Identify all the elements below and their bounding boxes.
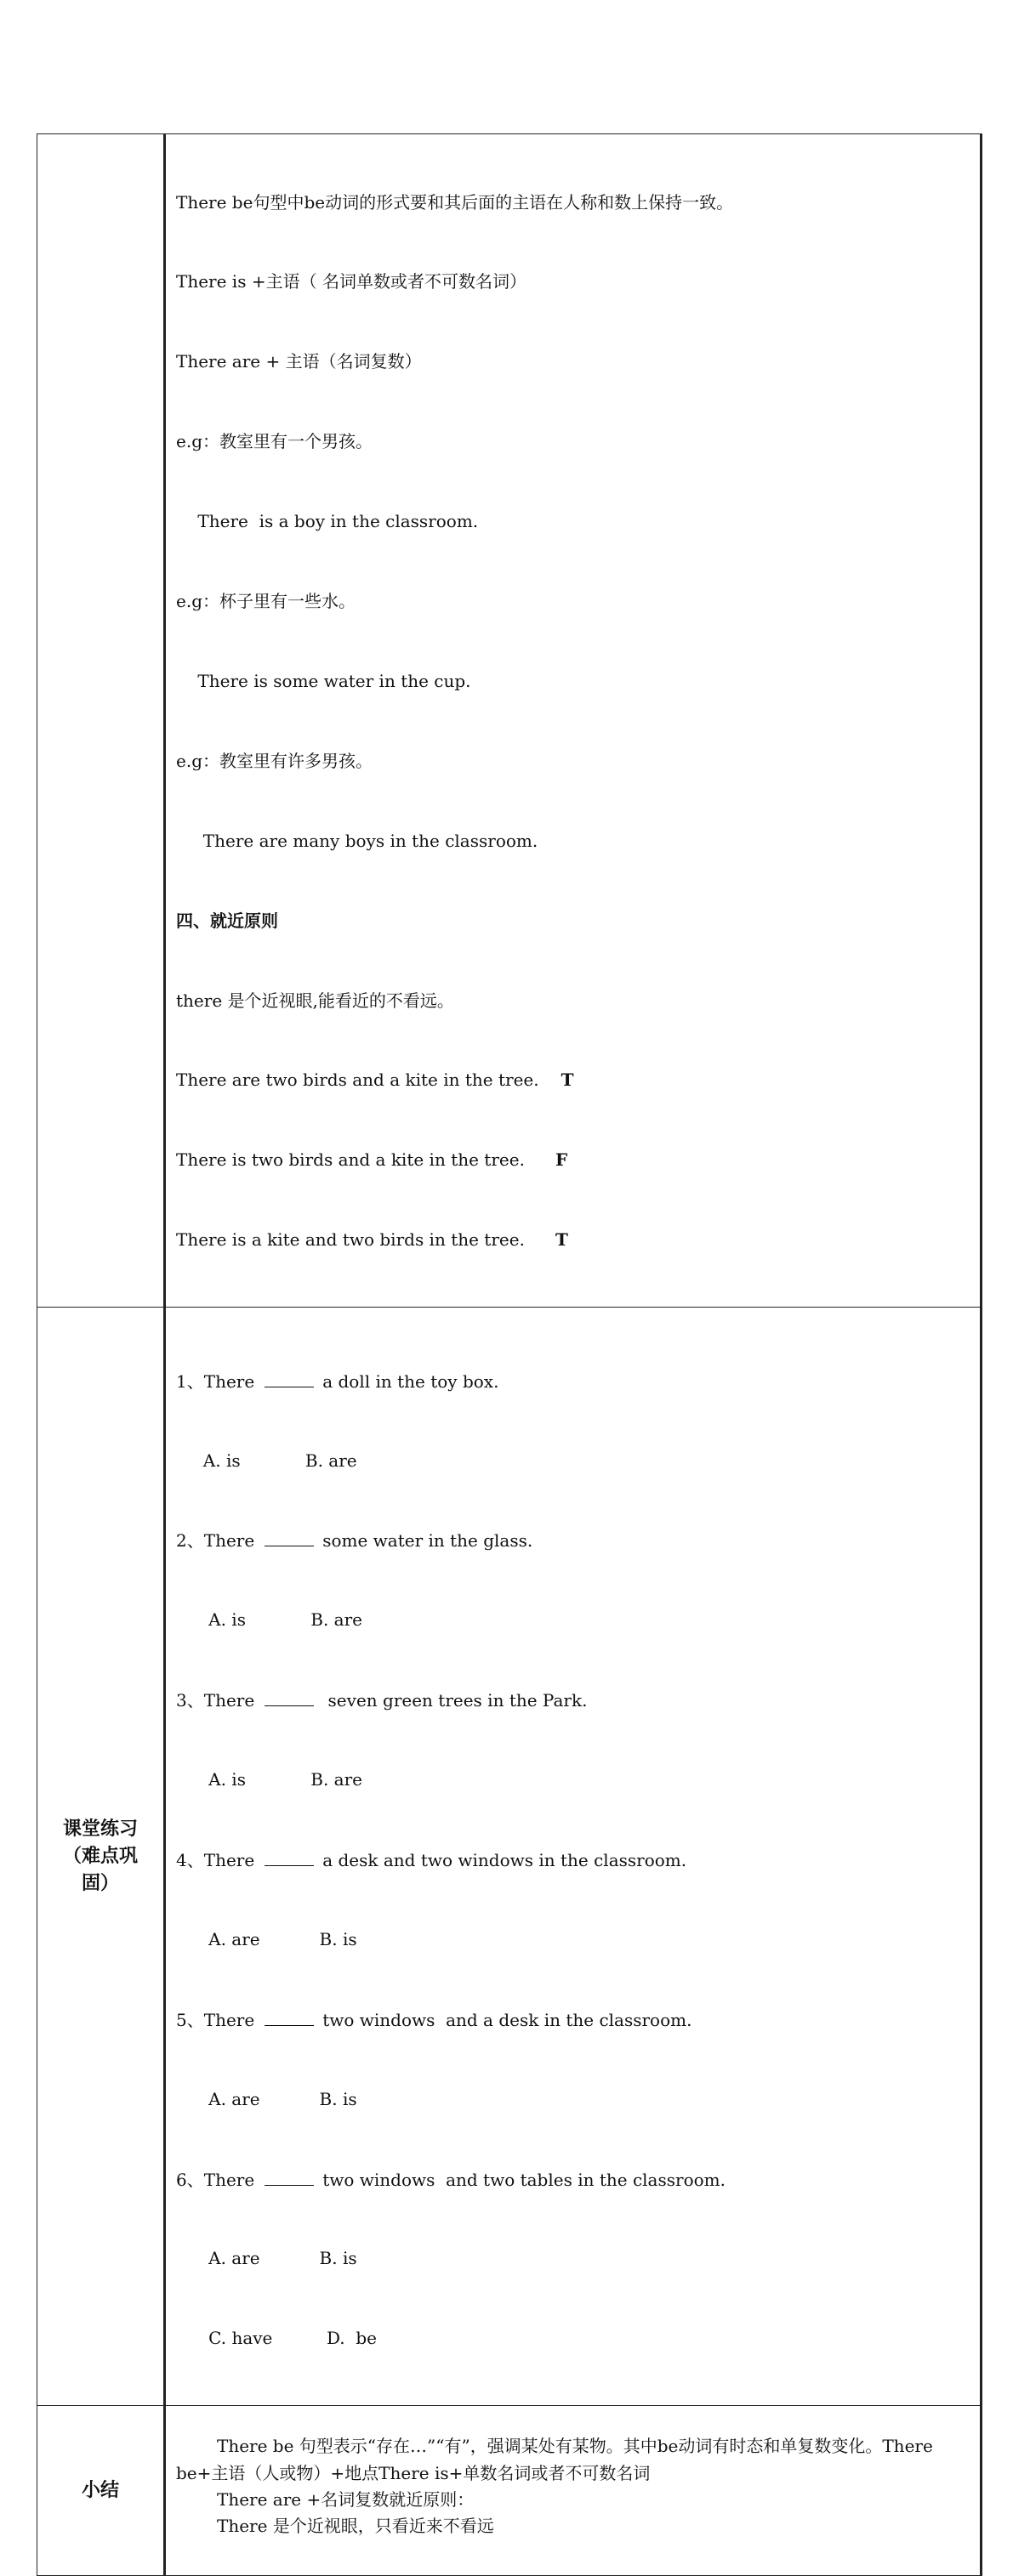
exercise-label-cell [37,1308,165,2406]
question-options: A. are B. is [176,2088,357,2109]
question-text: seven green trees in the Park. [322,1690,588,1711]
section-heading: 四、就近原则 [176,910,278,931]
grammar-line: e.g：教室里有许多男孩。 [176,750,373,771]
question-prefix: 3、There [176,1690,255,1711]
grammar-content-cell [165,134,982,1308]
summary-paragraph: There be 句型表示“存在…”“有”，强调某处有某物。其中be动词有时态和单复数变化。There be+主语（人或物）+地点There is+单数名词或者不可数名词 [176,2436,933,2483]
exercise-row [37,1308,982,2406]
example-sentence: There are two birds and a kite in the tree. [176,1070,539,1091]
question-options: C. have D. be [176,2328,377,2349]
exercise-content [166,1308,980,2405]
summary-label-cell [37,2406,165,2576]
question-options: A. are B. is [176,1928,357,1949]
grammar-line: e.g：杯子里有一些水。 [176,591,356,612]
question-prefix: 1、There [176,1370,255,1392]
grammar-line: There is +主语（ 名词单数或者不可数名词） [176,271,526,292]
question-prefix: 5、There [176,2009,255,2030]
grammar-row [37,134,982,1308]
summary-content [166,2406,980,2539]
question-prefix: 6、There [176,2169,255,2190]
lesson-table [37,133,982,2576]
answer-blank [265,1847,314,1866]
grammar-line: e.g：教室里有一个男孩。 [176,431,373,452]
question-text: a doll in the toy box. [322,1370,499,1392]
grammar-label-cell [37,134,165,1308]
grammar-content [166,134,980,1307]
grammar-line: There is some water in the cup. [176,670,471,691]
question [176,1687,971,1713]
summary-label: 小结 [81,2479,119,2501]
grammar-line: There are many boys in the classroom. [176,830,538,851]
answer-blank [265,1687,314,1706]
example-line [176,1067,971,1093]
question-options: A. are B. is [176,2248,357,2269]
summary-row [37,2406,982,2576]
true-false-mark: F [555,1149,568,1171]
exercise-content-cell [165,1308,982,2406]
true-false-mark: T [555,1229,568,1251]
grammar-line: There be句型中be动词的形式要和其后面的主语在人称和数上保持一致。 [176,191,734,213]
question-text: two windows and a desk in the classroom. [322,2009,692,2030]
answer-blank [265,2006,314,2026]
question-prefix: 4、There [176,1850,255,1870]
question [176,2166,971,2193]
answer-blank [265,2166,314,2186]
question-options: A. is B. are [176,1609,362,1631]
question [176,1368,971,1394]
exercise-label: 课堂练习（难点巩固） [62,1818,138,1894]
question-options: A. is B. are [176,1769,362,1790]
rule-text: there 是个近视眼,能看近的不看远。 [176,990,454,1011]
answer-blank [265,1527,314,1546]
true-false-mark: T [561,1070,574,1091]
question-text: a desk and two windows in the classroom. [322,1850,687,1870]
question [176,2006,971,2033]
example-line [176,1227,971,1253]
summary-paragraph: There are +名词复数就近原则： [217,2488,475,2510]
example-sentence: There is a kite and two birds in the tree. [176,1229,525,1251]
question-text: some water in the glass. [322,1530,533,1552]
summary-content-cell [165,2406,982,2576]
question-prefix: 2、There [176,1530,255,1552]
grammar-line: There is a boy in the classroom. [176,511,479,532]
example-sentence: There is two birds and a kite in the tree. [176,1149,525,1171]
answer-blank [265,1368,314,1387]
question [176,1527,971,1553]
question-text: two windows and two tables in the classroom. [322,2169,726,2190]
example-line [176,1147,971,1173]
question [176,1847,971,1873]
grammar-line: There are + 主语（名词复数） [176,351,422,372]
summary-paragraph: There 是个近视眼，只看近来不看远 [217,2516,494,2537]
question-options: A. is B. are [176,1450,357,1471]
